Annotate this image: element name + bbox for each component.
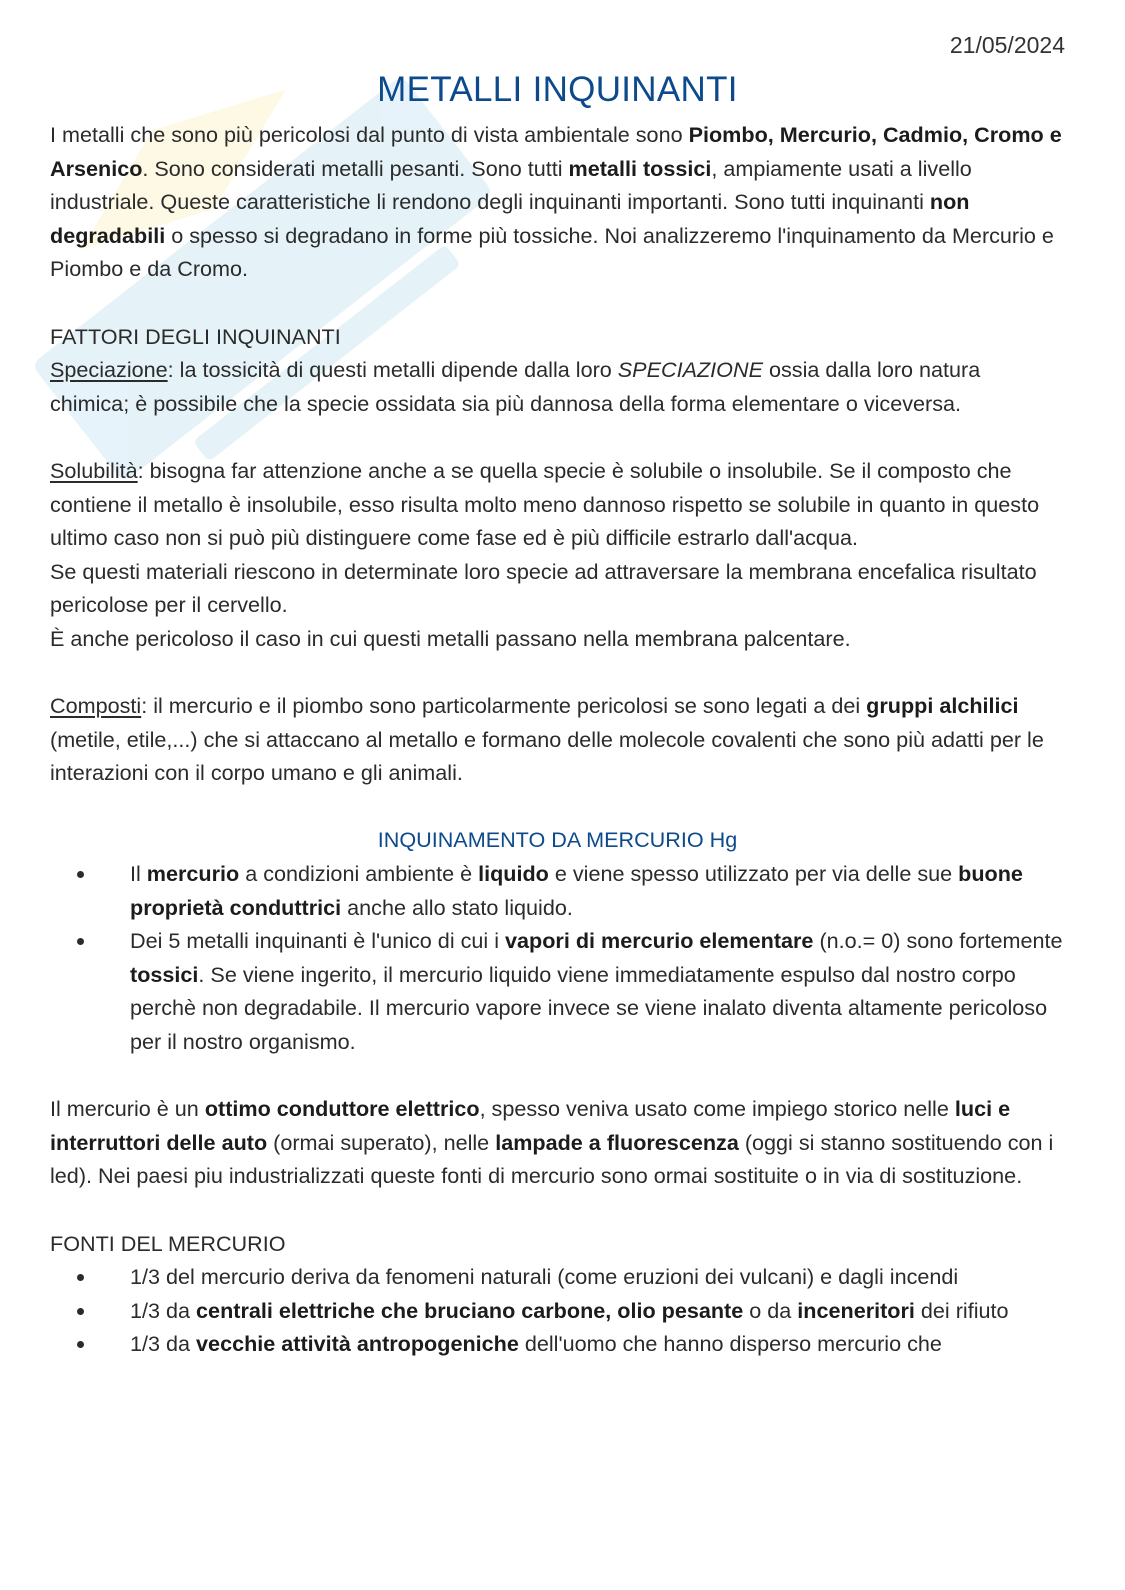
text-run: a condizioni ambiente è	[239, 861, 479, 887]
bold-text: ottimo conduttore elettrico	[204, 1096, 480, 1122]
text-run: . Se viene ingerito, il mercurio liquido viene immediatamente espulso dal nostro corpo perchè non degradabile. Il mercurio vapore invece se viene inalato diventa altamente pericoloso per il nostro organismo.	[130, 961, 1048, 1055]
text-run: , spesso veniva usato come impiego storico nelle	[479, 1096, 955, 1122]
list-item	[50, 857, 1065, 924]
text-run: (ormai superato), nelle	[267, 1129, 496, 1155]
fattori-heading: FATTORI DEGLI INQUINANTI	[50, 323, 341, 349]
bold-text: mercurio	[146, 861, 240, 887]
text-run: e viene spesso utilizzato per via delle sue	[548, 861, 959, 887]
text-run: 1/3 da	[130, 1297, 197, 1323]
fonti-heading: FONTI DEL MERCURIO	[50, 1230, 286, 1256]
text-run: (metile, etile,...) che si attaccano al metallo e formano delle molecole covalenti che sono più adatti per le interazioni con il corpo umano e gli animali.	[50, 726, 1044, 786]
text-run: dei rifiuto	[914, 1297, 1009, 1323]
text-run: 1/3 da	[130, 1331, 197, 1357]
underlined-term: Speciazione	[50, 357, 168, 383]
text-run: : bisogna far attenzione anche a se quella specie è solubile o insolubile. Se il composto che contiene il metallo è insolubile, esso risulta molto meno dannoso rispetto se solubile in quanto in questo ultimo caso non si può più distinguere come fase ed è più difficile estrarlo dall'acqua.	[50, 457, 1040, 551]
list-item	[50, 1260, 1065, 1294]
text-run: Se questi materiali riescono in determinate loro specie ad attraversare la membrana encefalica risultato pericolose per il cervello.	[50, 558, 1037, 618]
solubilita-paragraph	[50, 454, 1065, 555]
membrana-paragraph	[50, 555, 1065, 622]
text-run: o da	[743, 1297, 798, 1323]
italic-text: SPECIAZIONE	[617, 357, 763, 383]
bold-text: tossici	[130, 961, 199, 987]
bold-text: non degradabili	[50, 189, 970, 248]
list-item	[50, 1294, 1065, 1328]
list-item	[50, 924, 1065, 1058]
text-run: È anche pericoloso il caso in cui questi metalli passano nella membrana palcentare.	[50, 625, 851, 651]
conduttore-paragraph	[50, 1092, 1065, 1193]
bold-text: buone proprietà conduttrici	[130, 861, 1023, 920]
intro-paragraph	[50, 118, 1065, 286]
text-run: (oggi si stanno sostituendo con i led). Nei paesi piu industrializzati queste fonti di mercurio sono ormai sostituite o in via di sostituzione.	[50, 1129, 1054, 1189]
bold-text: metalli tossici	[568, 155, 712, 181]
text-run: 1/3 del mercurio deriva da fenomeni naturali (come eruzioni dei vulcani) e dagli incendi	[130, 1264, 959, 1290]
text-run: Il mercurio è un	[50, 1096, 205, 1122]
bold-text: gruppi alchilici	[866, 693, 1019, 719]
text-run: : il mercurio e il piombo sono particolarmente pericolosi se sono legati a dei	[141, 693, 867, 719]
bold-text: centrali elettriche che bruciano carbone, olio pesante	[196, 1297, 744, 1323]
bold-text: vecchie attività antropogeniche	[196, 1331, 519, 1357]
composti-paragraph	[50, 689, 1065, 790]
bold-text: luci e interruttori delle auto	[50, 1096, 1011, 1155]
text-run: Il	[130, 861, 147, 887]
text-run: . Sono considerati metalli pesanti. Sono tutti	[142, 155, 569, 181]
mercurio-list	[50, 857, 1065, 1059]
mercurio-heading: INQUINAMENTO DA MERCURIO Hg	[377, 827, 738, 853]
text-run: (n.o.= 0) sono fortemente	[813, 928, 1063, 954]
underlined-term: Composti	[50, 693, 142, 719]
bold-text: lampade a fluorescenza	[495, 1129, 739, 1155]
bold-text: inceneritori	[797, 1297, 915, 1323]
placenta-paragraph	[50, 622, 1065, 656]
text-run: ossia dalla loro natura chimica; è possibile che la specie ossidata sia più dannosa della forma elementare o viceversa.	[50, 357, 981, 416]
document-date: 21/05/2024	[949, 32, 1065, 58]
text-run: : la tossicità di questi metalli dipende dalla loro	[167, 357, 618, 383]
text-run: dell'uomo che hanno disperso mercurio che	[518, 1331, 942, 1357]
bold-text: vapori di mercurio elementare	[505, 928, 814, 954]
underlined-term: Solubilità	[50, 457, 138, 483]
document-body	[50, 118, 1065, 1361]
text-run: , ampiamente usati a livello industriale. Queste caratteristiche li rendono degli inquinanti importanti. Sono tutti inquinanti	[50, 155, 972, 215]
document-title: METALLI INQUINANTI	[377, 70, 738, 109]
text-run: o spesso si degradano in forme più tossiche. Noi analizzeremo l'inquinamento da Mercurio e Piombo e da Cromo.	[50, 222, 1054, 282]
text-run: Dei 5 metalli inquinanti è l'unico di cui i	[130, 928, 506, 954]
bold-text: Piombo, Mercurio, Cadmio, Cromo e Arsenico	[50, 122, 1062, 181]
speciazione-paragraph	[50, 353, 1065, 420]
text-run: anche allo stato liquido.	[341, 894, 573, 920]
fonti-list	[50, 1260, 1065, 1361]
list-item	[50, 1327, 1065, 1361]
text-run: I metalli che sono più pericolosi dal punto di vista ambientale sono	[50, 122, 689, 147]
bold-text: liquido	[478, 861, 549, 887]
